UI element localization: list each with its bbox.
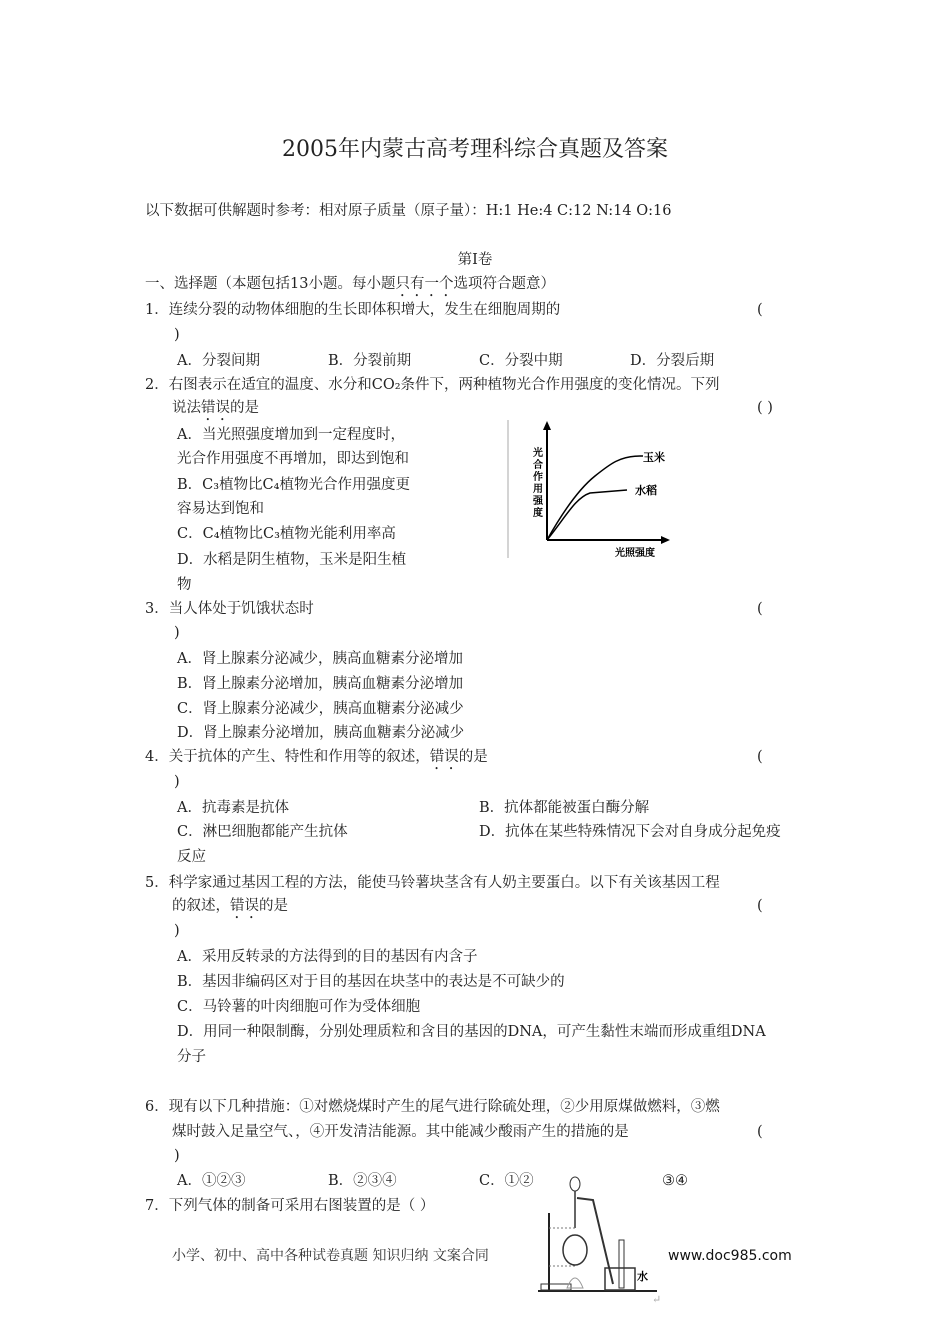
answer-paren-close: ) xyxy=(174,625,180,641)
collecting-tube xyxy=(619,1240,624,1288)
y-axis-arrow xyxy=(543,421,551,430)
answer-paren-close: ) xyxy=(174,327,180,343)
q3-option: C．肾上腺素分泌减少，胰高血糖素分泌减少 xyxy=(177,701,464,717)
q5-option: B．基因非编码区对于目的基因在块茎中的表达是不可缺少的 xyxy=(177,974,565,990)
q3-option: B．肾上腺素分泌增加，胰高血糖素分泌增加 xyxy=(177,676,464,692)
q4-option: A．抗毒素是抗体 xyxy=(177,800,289,816)
q6-stem: 煤时鼓入足量空气、，④开发清洁能源。其中能减少酸雨产生的措施的是 xyxy=(172,1124,629,1140)
return-mark: ↵ xyxy=(652,1293,662,1306)
water-label: 水 xyxy=(637,1270,648,1283)
q5-stem xyxy=(172,896,288,922)
x-axis-arrow xyxy=(661,536,670,544)
photosynthesis-chart xyxy=(505,418,700,563)
q2-option: 光合作用强度不再增加，即达到饱和 xyxy=(177,451,409,467)
q6-option: ③④ xyxy=(662,1173,688,1189)
section-text: 选项符合题意） xyxy=(453,276,555,292)
answer-paren-open: ( xyxy=(757,601,763,617)
q4-stem xyxy=(145,747,488,773)
q2-option: A．当光照强度增加到一定程度时， xyxy=(177,427,405,443)
q2-option: 物 xyxy=(177,577,192,593)
burner-icon xyxy=(567,1278,583,1288)
y-axis-label: 光合作用强度 xyxy=(533,448,543,519)
q6-option: B．②③④ xyxy=(328,1173,397,1189)
q4-option: C．淋巴细胞都能产生抗体 xyxy=(177,824,348,840)
q1-option: A．分裂间期 xyxy=(177,353,260,369)
q4-option: B．抗体都能被蛋白酶分解 xyxy=(479,800,650,816)
q2-text: 说法 xyxy=(172,400,201,416)
answer-paren-close: ) xyxy=(174,923,180,939)
q5-option: 分子 xyxy=(177,1049,206,1065)
x-axis-label: 光照强度 xyxy=(615,548,655,559)
series-line-maize xyxy=(547,456,643,540)
q5-text: 的是 xyxy=(259,898,288,914)
section-text: 一、选择题（本题包括13小题。每小题 xyxy=(145,276,396,292)
q6-option: C．①② xyxy=(479,1173,534,1189)
answer-paren-close: ) xyxy=(174,774,180,790)
q4-option: D．抗体在某些特殊情况下会对自身成分起免疫 xyxy=(479,824,781,840)
q6-stem: 6．现有以下几种措施：①对燃烧煤时产生的尾气进行除硫处理，②少用原煤做燃料，③燃 xyxy=(145,1099,720,1115)
q4-option: 反应 xyxy=(177,849,206,865)
funnel-icon xyxy=(570,1177,580,1191)
series-line-rice xyxy=(547,490,627,540)
reference-note: 以下数据可供解题时参考：相对原子质量（原子量）：H:1 He:4 C:12 N:14 O:16 xyxy=(145,203,672,219)
q4-text: 的是 xyxy=(458,749,488,765)
delivery-tube xyxy=(577,1198,613,1284)
emphasis-text: 错误 xyxy=(429,749,459,765)
q2-option: D．水稻是阴生植物，玉米是阳生植 xyxy=(177,552,407,568)
emphasis-text: 只有一个 xyxy=(395,276,454,292)
q2-option: C．C₄植物比C₃植物光能利用率高 xyxy=(177,526,396,542)
stand-base xyxy=(541,1284,571,1290)
gas-apparatus-figure xyxy=(535,1168,657,1303)
q3-option: D．肾上腺素分泌增加，胰高血糖素分泌减少 xyxy=(177,725,465,741)
q5-option: A．采用反转录的方法得到的目的基因有内含子 xyxy=(177,949,478,965)
page-title: 2005年内蒙古高考理科综合真题及答案 xyxy=(282,137,668,162)
q6-option: A．①②③ xyxy=(177,1173,246,1189)
q1-option: D．分裂后期 xyxy=(630,353,715,369)
q1-option: B．分裂前期 xyxy=(328,353,412,369)
q3-stem: 3．当人体处于饥饿状态时 xyxy=(145,601,314,617)
q7-stem: 7．下列气体的制备可采用右图装置的是（ ） xyxy=(145,1198,435,1214)
q2-stem xyxy=(172,398,259,424)
answer-paren-open: ( xyxy=(757,898,763,914)
q5-stem: 5．科学家通过基因工程的方法，能使马铃薯块茎含有人奶主要蛋白。以下有关该基因工程 xyxy=(145,875,720,891)
answer-paren-open: ( xyxy=(757,749,763,765)
section-heading xyxy=(145,274,555,300)
q2-option: 容易达到饱和 xyxy=(177,501,264,517)
answer-paren-open: ( xyxy=(757,1124,763,1140)
q2-stem: 2．右图表示在适宜的温度、水分和CO₂条件下，两种植物光合作用强度的变化情况。下列 xyxy=(145,377,720,393)
q4-text: 4．关于抗体的产生、特性和作用等的叙述， xyxy=(145,749,430,765)
q1-option: C．分裂中期 xyxy=(479,353,563,369)
emphasis-text: 错误 xyxy=(230,898,259,914)
q3-option: A．肾上腺素分泌减少，胰高血糖素分泌增加 xyxy=(177,651,463,667)
answer-paren-close: ) xyxy=(174,1148,180,1164)
answer-paren-open: ( xyxy=(757,302,763,318)
footer-text: 小学、初中、高中各种试卷真题 知识归纳 文案合同 xyxy=(172,1248,489,1264)
footer-url: www.doc985.com xyxy=(668,1248,792,1264)
q1-stem: 1．连续分裂的动物体细胞的生长即体积增大，发生在细胞周期的 xyxy=(145,302,561,318)
flask-icon xyxy=(563,1235,587,1265)
series-label-maize: 玉米 xyxy=(643,451,665,464)
q2-text: 的是 xyxy=(230,400,259,416)
q2-option: B．C₃植物比C₄植物光合作用强度更 xyxy=(177,477,410,493)
q5-option: D．用同一种限制酶，分别处理质粒和含目的基因的DNA，可产生黏性末端而形成重组DNA xyxy=(177,1024,766,1040)
q5-option: C．马铃薯的叶肉细胞可作为受体细胞 xyxy=(177,999,421,1015)
emphasis-text: 错误 xyxy=(201,400,230,416)
q5-text: 的叙述， xyxy=(172,898,230,914)
answer-paren: ( ) xyxy=(757,400,773,416)
series-label-rice: 水稻 xyxy=(635,484,657,497)
volume-heading: 第Ⅰ卷 xyxy=(457,252,493,268)
